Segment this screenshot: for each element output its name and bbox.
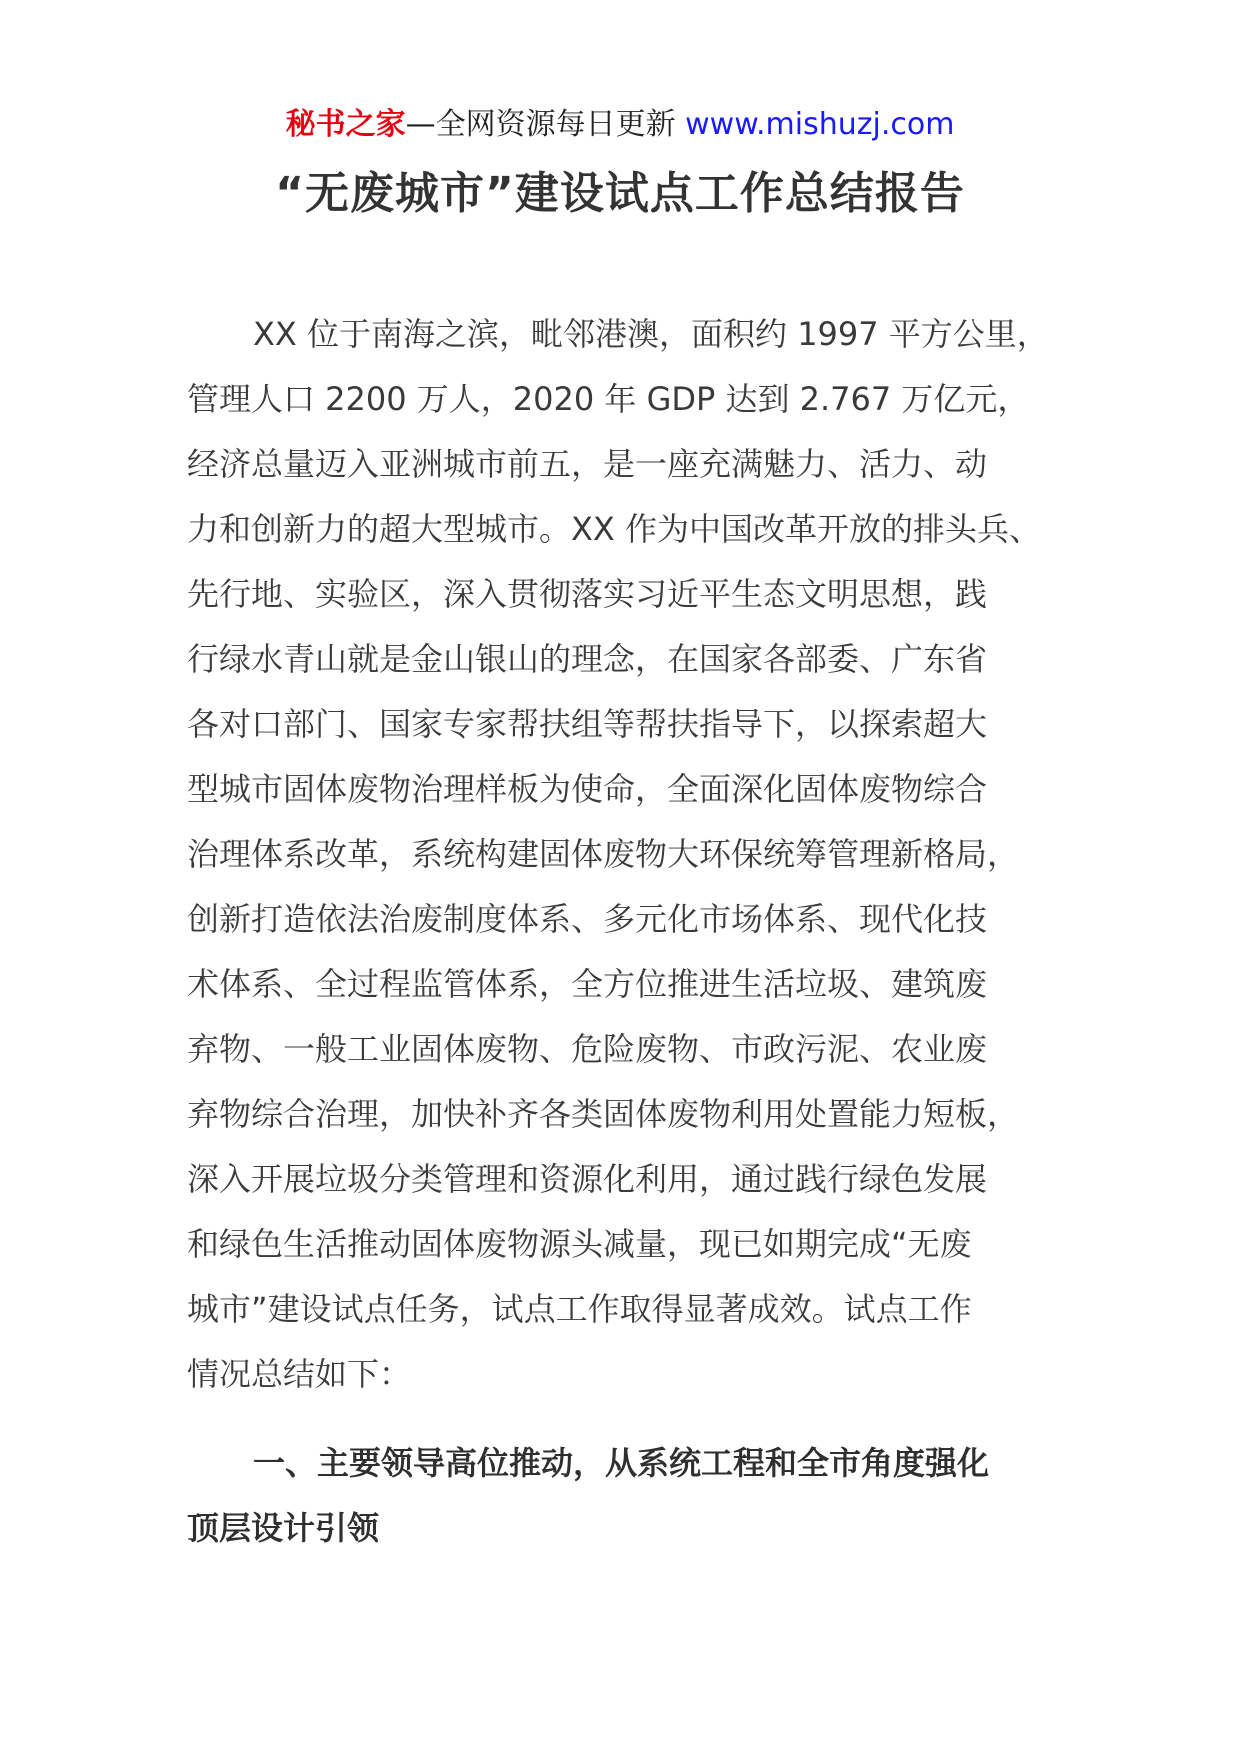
paragraph-line: 先行地、实验区，深入贯彻落实习近平生态文明思想，践 bbox=[187, 575, 988, 613]
paragraph-line: 弃物、一般工业固体废物、危险废物、市政污泥、农业废 bbox=[187, 1030, 988, 1068]
section-heading-line: 一、主要领导高位推动，从系统工程和全市角度强化 bbox=[253, 1444, 990, 1482]
document-title: “无废城市”建设试点工作总结报告 bbox=[275, 168, 965, 219]
paragraph-line: 弃物综合治理，加快补齐各类固体废物利用处置能力短板， bbox=[187, 1095, 1020, 1133]
paragraph-line: 城市”建设试点任务，试点工作取得显著成效。试点工作 bbox=[187, 1290, 972, 1328]
section-heading bbox=[187, 1431, 1067, 1561]
paragraph-line: 深入开展垃圾分类管理和资源化利用，通过践行绿色发展 bbox=[187, 1160, 988, 1198]
section-heading-line: 顶层设计引领 bbox=[187, 1509, 380, 1547]
paragraph-line: 力和创新力的超大型城市。XX 作为中国改革开放的排头兵、 bbox=[187, 510, 1042, 548]
paragraph-line: 管理人口 2200 万人，2020 年 GDP 达到 2.767 万亿元， bbox=[187, 380, 1030, 418]
header-slogan: —全网资源每日更新 bbox=[405, 107, 676, 142]
site-header bbox=[0, 100, 1240, 150]
paragraph-line: 治理体系改革，系统构建固体废物大环保统筹管理新格局， bbox=[187, 835, 1020, 873]
paragraph-line: 各对口部门、国家专家帮扶组等帮扶指导下，以探索超大 bbox=[187, 705, 988, 743]
paragraph-line: 和绿色生活推动固体废物源头减量，现已如期完成“无废 bbox=[187, 1225, 972, 1263]
paragraph-line: 行绿水青山就是金山银山的理念，在国家各部委、广东省 bbox=[187, 640, 988, 678]
paragraph-line: XX 位于南海之滨，毗邻港澳，面积约 1997 平方公里， bbox=[253, 315, 1049, 353]
paragraph-line: 创新打造依法治废制度体系、多元化市场体系、现代化技 bbox=[187, 900, 988, 938]
body-paragraph bbox=[187, 302, 1067, 1407]
site-url-link[interactable]: www.mishuzj.com bbox=[685, 107, 955, 142]
brand-name: 秘书之家 bbox=[285, 107, 406, 142]
paragraph-line: 情况总结如下： bbox=[187, 1355, 412, 1393]
paragraph-line: 经济总量迈入亚洲城市前五，是一座充满魅力、活力、动 bbox=[187, 445, 988, 483]
paragraph-line: 型城市固体废物治理样板为使命，全面深化固体废物综合 bbox=[187, 770, 988, 808]
paragraph-line: 术体系、全过程监管体系，全方位推进生活垃圾、建筑废 bbox=[187, 965, 988, 1003]
